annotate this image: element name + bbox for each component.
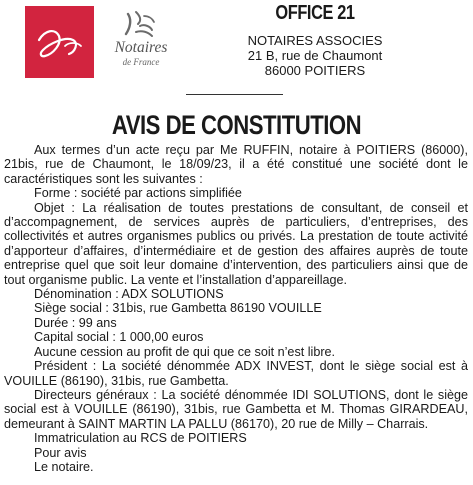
paragraph-denomination: Dénomination : ADX SOLUTIONS — [34, 287, 224, 302]
notaire-red-logo — [25, 6, 94, 78]
paragraph-directeurs: Directeurs généraux : La société dénommée IDI SOLUTIONS, dont le siège social est à VOUILLE (86190), 31bis, rue Gambetta et M. Thomas GIRARDEAU, demeurant à SAINT MARTIN LA PALLU (86170), 20 rue de Milly – Charrais. — [4, 387, 468, 431]
brand-word: Notaires — [114, 39, 168, 56]
paragraph-signature: Le notaire. — [34, 459, 94, 474]
paragraph-cession: Aucune cession au profit de qui que ce soit n’est libre. — [34, 344, 336, 359]
firm-city: 86000 POITIERS — [264, 63, 366, 78]
notaire-monogram-icon — [25, 6, 94, 78]
firm-street: 21 B, rue de Chaumont — [247, 48, 383, 63]
paragraph-immatriculation: Immatriculation au RCS de POITIERS — [34, 431, 247, 446]
paragraph-president: Président : La société dénommée ADX INVEST, dont le siège social est à VOUILLE (86190), 31bis, rue Gambetta. — [4, 359, 468, 388]
paragraph-objet: Objet : La réalisation de toutes prestations de consultant, de conseil et d’accompagnement, de services auprès de particuliers, d’entreprises, des collectivités et autres organismes publics ou privés. La prestation de toute activité d’apporteur d’affaires, d’intermédiaire et de gestion des affaires auprès de toute entreprise quel que soit leur domaine d’intervention, des particuliers ainsi que de tout organisme public. La vente et l’installation d’appareillage. — [4, 200, 468, 287]
paragraph-intro: Aux termes d’un acte reçu par Me RUFFIN, notaire à POITIERS (86000), 21bis, rue de Chaumont, le 18/09/23, il a été constitué une société dont le caractéristiques sont les suivantes : — [4, 143, 468, 186]
notice-body — [4, 143, 468, 474]
firm-name: NOTAIRES ASSOCIES — [247, 33, 383, 48]
divider — [186, 94, 283, 95]
marianne-emblem-icon — [122, 10, 160, 40]
paragraph-forme: Forme : société par actions simplifiée — [34, 186, 242, 201]
brand-sub: de France — [122, 57, 160, 67]
notaires-de-france-logo — [96, 10, 186, 76]
paragraph-duree: Durée : 99 ans — [34, 315, 117, 330]
office-title: OFFICE 21 — [275, 2, 355, 24]
paragraph-capital: Capital social : 1 000,00 euros — [34, 330, 204, 345]
paragraph-pour-avis: Pour avis — [34, 445, 87, 460]
notice-title: AVIS DE CONSTITUTION — [111, 110, 362, 140]
paragraph-siege: Siège social : 31bis, rue Gambetta 86190 VOUILLE — [34, 301, 322, 316]
